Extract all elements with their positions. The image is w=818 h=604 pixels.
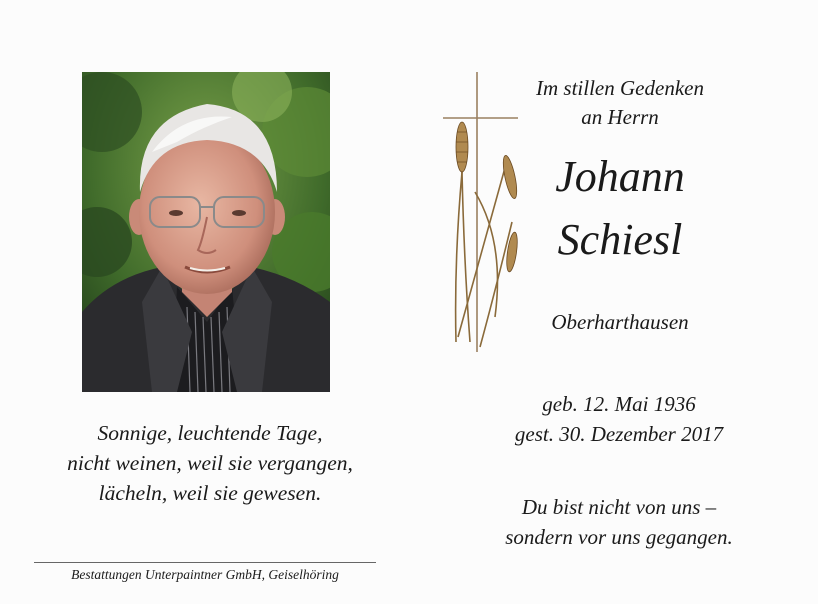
hometown: Oberharthausen [551,310,689,334]
first-name: Johann [555,152,685,201]
verse-line-1: Sonnige, leuchtende Tage, [97,421,323,445]
closing-words [478,492,760,552]
portrait-photo [82,72,330,392]
birth-date: geb. 12. Mai 1936 [542,392,696,416]
death-date: gest. 30. Dezember 2017 [514,422,724,446]
verse-line-3: lächeln, weil sie gewesen. [98,481,322,505]
memorial-verse [20,418,400,508]
intro-text [490,74,750,132]
closing-line-2: sondern vor uns gegangen. [505,525,733,549]
verse-line-2: nicht weinen, weil sie vergangen, [67,451,353,475]
last-name: Schiesl [557,215,683,264]
intro-line-1: Im stillen Gedenken [536,76,704,100]
undertaker-credit: Bestattungen Unterpaintner GmbH, Geiselhöring [71,567,339,582]
intro-line-2: an Herrn [581,105,659,129]
deceased-name [490,145,750,271]
closing-line-1: Du bist nicht von uns – [521,495,717,519]
footer-divider [34,562,376,563]
life-dates [478,389,760,449]
